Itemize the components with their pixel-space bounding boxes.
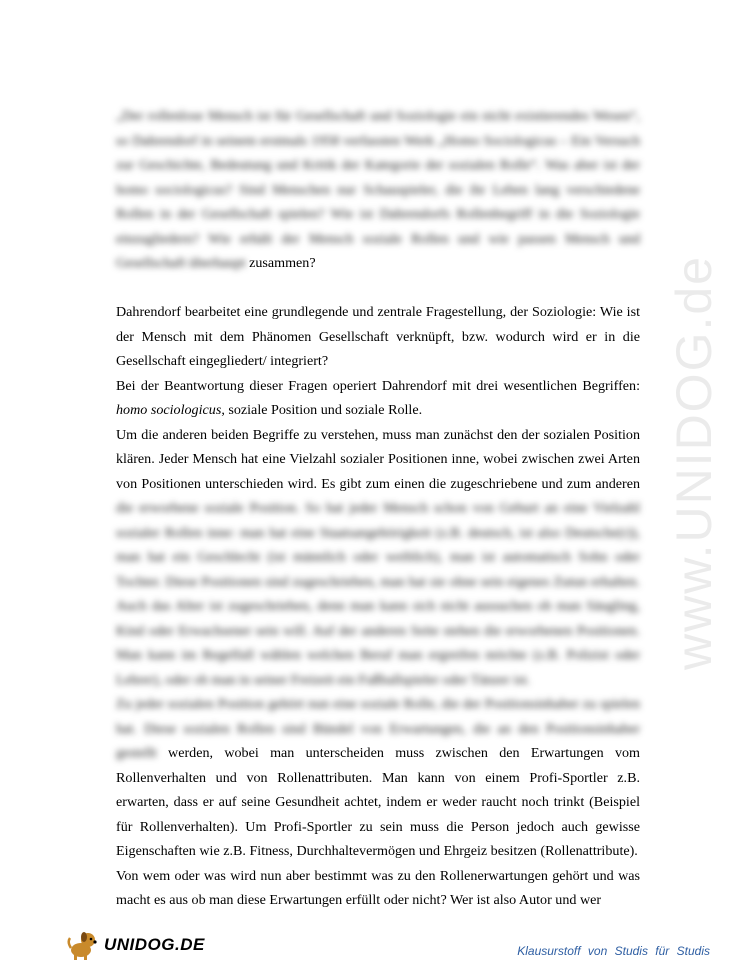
paragraph-roles [116,692,640,864]
unidog-logo[interactable] [66,925,205,965]
paragraph-text: zusammen? [249,255,316,271]
paragraph-text: werden, wobei man unterscheiden muss zwischen den Erwartungen vom Rollenverhalten und von Rollenattributen. Man kann von einem Profi-Sportler z.B. erwarten, dass er auf seine Gesundheit achtet, indem er weder raucht noch trinkt (Beispiel für Rollenverhalten). Um Profi-Sportler zu sein muss die Person jedoch auch gewisse Eigenschaften wie z.B. Fitness, Durchhaltevermögen und Ehrgeiz besitzen (Rollenattribute). [116,745,640,859]
paragraph-positions [116,423,640,693]
footer-tagline: Klausurstoff von Studis für Studis [517,944,710,958]
paragraph-closing: Von wem oder was wird nun aber bestimmt was zu den Rollenerwartungen gehört und was macht es aus ob man diese Erwartungen erfüllt oder nicht? Wer ist also Autor und wer [116,867,640,908]
paragraph-text: Um die anderen beiden Begriffe zu verstehen, muss man zunächst den der sozialen Position klären. Jeder Mensch hat eine Vielzahl sozialer Positionen inne, wobei zwischen zwei Arten von Positionen unterschieden wird. Es gibt zum einen die zugeschriebene und zum anderen [116,426,640,492]
paragraph-text: , soziale Position und soziale Rolle. [221,402,423,418]
paragraph-question: Dahrendorf bearbeitet eine grundlegende und zentrale Fragestellung, der Soziologie: Wie ist der Mensch mit dem Phänomen Gesellschaft verknüpft, bzw. wodurch wird er in die Gesellschaft eingegliedert/ integriert? [116,304,640,369]
watermark: www.UNIDOG.de [666,255,722,670]
paragraph-text: Bei der Beantwortung dieser Fragen operiert Dahrendorf mit drei wesentlichen Begriffen: [116,377,640,394]
italic-term: homo sociologicus [116,402,222,418]
dog-mascot-icon [66,928,100,962]
logo-text: UNIDOG.DE [104,935,205,954]
blurred-text: „Der rollenlose Mensch ist für Gesellschaft und Soziologie ein nicht existierendes Wesen“, so Dahrendorf in seinem erstmals 1958 verfassten Werk „Homo Sociologicus – Ein Versuch zur Geschichte, Bedeutung und Kritik der Kategorie der sozialen Rolle“. Was aber ist der homo sociologicus? Sind Menschen nur Schauspieler, die ihr Leben lang verschiedene Rollen in der Gesellschaft spielen? Wie ist Dahrendorfs Rollenbegriff in die Soziologie einzugliedern? Wie erhält der Mensch soziale Rollen und wie passen Mensch und Gesellschaft überhaupt [116,108,640,271]
blurred-text: Zu jeder sozialen Position gehört nun eine soziale Rolle, die der Positionsinhaber zu spielen hat. Diese sozialen Rollen sind Bündel von Erwartungen, die an den Positionsinhaber gestellt [116,696,640,761]
blurred-text: die erworbene soziale Position. So hat jeder Mensch schon von Geburt an eine Vielzahl sozialer Rollen inne: man hat eine Staatsangehörigkeit (z.B. deutsch, ist also Deutsche(r)), man hat ein Geschlecht (ist männlich oder weiblich), man ist automatisch Sohn oder Tochter. Diese Positionen sind zugeschrieben, man hat sie ohne sein eigenes Zutun erhalten. Auch das Alter ist zugeschrieben, denn man kann sich nicht aussuchen ob man Säugling, Kind oder Erwachsener sein will. Auf der anderen Seite stehen die erworbenen Positionen. Man kann im Regelfall wählen welchen Beruf man ergreifen möchte (z.B. Polizist oder Lehrer), oder ob man in seiner Freizeit ein Fußballspieler oder Tänzer ist. [116,500,640,688]
document-body [116,104,640,913]
paragraph-intro [116,104,640,276]
paragraph-terms [116,374,640,423]
